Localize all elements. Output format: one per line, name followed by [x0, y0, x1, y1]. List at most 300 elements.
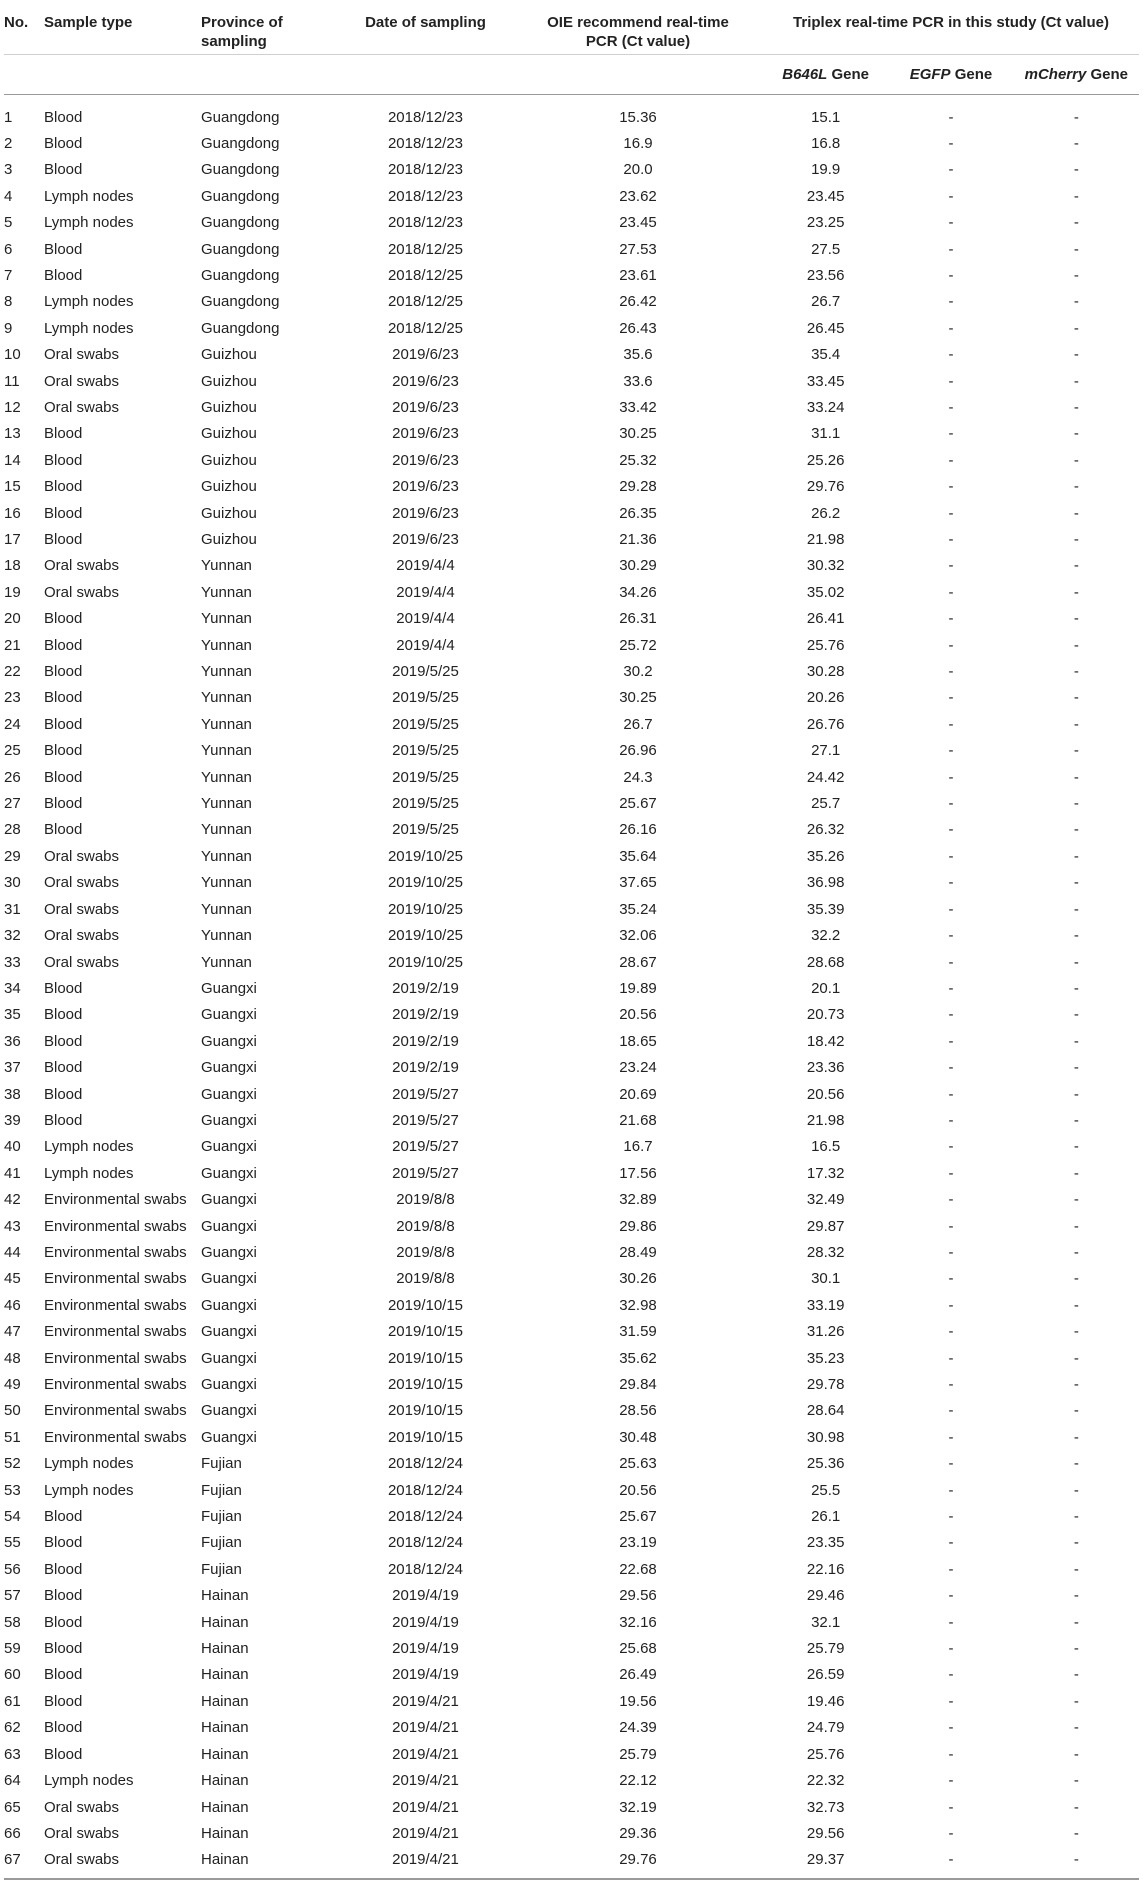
cell-no: 50	[4, 1402, 21, 1420]
cell-egfp-ct: -	[948, 1692, 954, 1710]
cell-b646l-ct: 23.56	[806, 266, 845, 284]
cell-b646l-ct: 27.1	[811, 742, 841, 760]
cell-date: 2019/5/25	[392, 768, 459, 786]
cell-sample-type: Oral swabs	[44, 900, 120, 918]
table-row	[4, 237, 1139, 263]
cell-no: 15	[4, 478, 21, 496]
cell-no: 2	[4, 134, 13, 152]
cell-oie-ct: 26.49	[619, 1666, 657, 1684]
cell-date: 2018/12/25	[387, 319, 464, 337]
cell-oie-ct: 29.84	[619, 1376, 657, 1393]
cell-sample-type: Blood	[44, 504, 83, 522]
cell-province: Guizhou	[201, 372, 257, 390]
cell-province: Guangdong	[201, 108, 280, 126]
cell-province: Fujian	[201, 1455, 242, 1473]
cell-province: Fujian	[201, 1481, 242, 1499]
cell-province: Fujian	[201, 1508, 242, 1526]
cell-sample-type: Lymph nodes	[44, 1481, 134, 1499]
cell-sample-type: Blood	[44, 715, 83, 733]
cell-date: 2019/4/21	[392, 1851, 459, 1869]
table-row	[4, 369, 1139, 395]
cell-no: 26	[4, 768, 21, 786]
cell-province: Yunnan	[201, 847, 252, 865]
cell-mcherry-ct: -	[1073, 1534, 1079, 1552]
cell-egfp-ct: -	[948, 1508, 954, 1526]
cell-b646l-ct: 26.76	[806, 715, 845, 733]
cell-mcherry-ct: -	[1073, 346, 1079, 364]
cell-mcherry-ct: -	[1073, 927, 1079, 945]
cell-no: 33	[4, 953, 21, 971]
cell-mcherry-ct: -	[1073, 1349, 1079, 1367]
cell-egfp-ct: -	[948, 187, 954, 205]
cell-oie-ct: 29.56	[619, 1587, 657, 1605]
cell-sample-type: Blood	[44, 689, 83, 707]
cell-b646l-ct: 29.56	[806, 1824, 845, 1842]
cell-b646l-ct: 35.02	[806, 583, 845, 601]
cell-mcherry-ct: -	[1073, 1428, 1079, 1446]
table-row	[4, 950, 1139, 976]
cell-date: 2018/12/25	[387, 240, 464, 258]
cell-no: 48	[4, 1349, 21, 1367]
cell-egfp-ct: -	[948, 1349, 954, 1367]
cell-b646l-ct: 21.98	[806, 1111, 845, 1129]
cell-egfp-ct: -	[948, 240, 954, 258]
cell-egfp-ct: -	[948, 636, 954, 654]
cell-no: 46	[4, 1296, 21, 1314]
cell-sample-type: Blood	[44, 821, 83, 839]
cell-sample-type: Oral swabs	[44, 953, 120, 971]
cell-b646l-ct: 33.19	[806, 1296, 845, 1314]
cell-sample-type: Environmental swabs	[44, 1191, 187, 1209]
cell-egfp-ct: -	[948, 1191, 954, 1209]
table-row	[4, 1134, 1139, 1160]
cell-oie-ct: 26.42	[619, 293, 657, 311]
header-row-1	[4, 4, 1139, 54]
cell-egfp-ct: -	[948, 900, 954, 918]
cell-province: Guizhou	[201, 531, 257, 548]
cell-sample-type: Lymph nodes	[44, 1772, 134, 1790]
cell-sample-type: Lymph nodes	[44, 187, 134, 205]
cell-date: 2019/10/25	[387, 847, 464, 865]
cell-no: 53	[4, 1481, 21, 1499]
table-row	[4, 395, 1139, 421]
cell-mcherry-ct: -	[1073, 610, 1079, 628]
cell-sample-type: Environmental swabs	[44, 1217, 187, 1235]
cell-egfp-ct: -	[948, 1085, 954, 1103]
cell-sample-type: Oral swabs	[44, 874, 120, 892]
cell-b646l-ct: 25.5	[811, 1481, 841, 1499]
cell-province: Guizhou	[201, 425, 257, 443]
cell-egfp-ct: -	[948, 1798, 954, 1816]
cell-sample-type: Blood	[44, 979, 83, 997]
cell-mcherry-ct: -	[1073, 1085, 1079, 1103]
cell-mcherry-ct: -	[1073, 1402, 1079, 1420]
cell-no: 11	[4, 372, 20, 390]
cell-province: Yunnan	[201, 742, 252, 760]
cell-province: Guangdong	[201, 134, 280, 152]
cell-date: 2019/4/21	[392, 1745, 459, 1763]
cell-egfp-ct: -	[948, 1851, 954, 1869]
table-row	[4, 1214, 1139, 1240]
cell-b646l-ct: 20.56	[806, 1085, 845, 1103]
cell-date: 2019/6/23	[392, 372, 459, 390]
cell-b646l-ct: 16.8	[811, 134, 841, 152]
cell-oie-ct: 23.62	[619, 187, 657, 205]
cell-province: Fujian	[201, 1534, 242, 1552]
cell-egfp-ct: -	[948, 425, 954, 443]
table-row	[4, 448, 1139, 474]
cell-date: 2019/10/25	[387, 953, 464, 971]
cell-sample-type: Oral swabs	[44, 927, 120, 945]
cell-no: 60	[4, 1666, 21, 1684]
cell-province: Guangxi	[201, 1164, 257, 1182]
cell-oie-ct: 25.68	[619, 1640, 657, 1658]
cell-date: 2019/10/15	[387, 1349, 464, 1367]
cell-egfp-ct: -	[948, 663, 954, 681]
table-row	[4, 1636, 1139, 1662]
cell-province: Yunnan	[201, 768, 252, 786]
cell-oie-ct: 34.26	[619, 583, 657, 601]
cell-b646l-ct: 30.32	[806, 557, 845, 575]
bottom-rule	[4, 1878, 1139, 1880]
cell-province: Hainan	[201, 1798, 249, 1816]
cell-oie-ct: 20.56	[619, 1481, 657, 1499]
cell-mcherry-ct: -	[1073, 557, 1079, 575]
cell-b646l-ct: 33.24	[806, 398, 845, 416]
cell-sample-type: Lymph nodes	[44, 1138, 134, 1156]
table-row	[4, 1662, 1139, 1688]
cell-oie-ct: 30.25	[619, 689, 657, 707]
cell-oie-ct: 25.67	[619, 795, 657, 813]
cell-no: 12	[4, 398, 21, 416]
cell-oie-ct: 23.24	[619, 1059, 657, 1077]
cell-province: Guangxi	[201, 1349, 257, 1367]
cell-sample-type: Blood	[44, 1006, 83, 1024]
cell-sample-type: Blood	[44, 610, 83, 628]
table-row	[4, 94, 1139, 131]
cell-b646l-ct: 26.45	[806, 319, 845, 337]
cell-province: Guangxi	[201, 1059, 257, 1077]
cell-sample-type: Blood	[44, 1745, 83, 1763]
cell-egfp-ct: -	[948, 161, 954, 179]
table-row	[4, 1240, 1139, 1266]
cell-sample-type: Blood	[44, 663, 83, 681]
cell-province: Guangdong	[201, 266, 280, 284]
cell-mcherry-ct: -	[1073, 451, 1079, 469]
cell-b646l-ct: 32.49	[806, 1191, 845, 1209]
cell-date: 2019/5/27	[392, 1138, 459, 1156]
cell-province: Guangxi	[201, 1191, 257, 1209]
cell-date: 2019/4/19	[392, 1587, 459, 1605]
cell-no: 61	[4, 1692, 21, 1710]
cell-oie-ct: 35.64	[619, 847, 657, 865]
cell-oie-ct: 16.9	[623, 134, 653, 152]
cell-province: Guangdong	[201, 161, 280, 179]
cell-oie-ct: 26.31	[619, 610, 657, 628]
cell-province: Guangxi	[201, 1138, 257, 1156]
cell-province: Yunnan	[201, 953, 252, 971]
table-row	[4, 1161, 1139, 1187]
cell-province: Guangxi	[201, 1428, 257, 1446]
table-row	[4, 1795, 1139, 1821]
table-row	[4, 1055, 1139, 1081]
table-row	[4, 501, 1139, 527]
cell-no: 8	[4, 293, 13, 311]
cell-province: Yunnan	[201, 663, 252, 681]
cell-date: 2019/2/19	[392, 1032, 459, 1050]
cell-sample-type: Lymph nodes	[44, 1455, 134, 1473]
cell-no: 64	[4, 1772, 21, 1790]
cell-oie-ct: 28.49	[619, 1243, 657, 1261]
cell-egfp-ct: -	[948, 346, 954, 364]
cell-b646l-ct: 20.73	[806, 1006, 845, 1024]
cell-egfp-ct: -	[948, 1032, 954, 1050]
cell-sample-type: Blood	[44, 134, 83, 152]
table-row	[4, 1002, 1139, 1028]
cell-date: 2019/5/27	[392, 1085, 459, 1103]
cell-b646l-ct: 20.26	[806, 689, 845, 707]
table-row	[4, 474, 1139, 500]
cell-oie-ct: 15.36	[619, 108, 657, 126]
table-row	[4, 870, 1139, 896]
cell-egfp-ct: -	[948, 1666, 954, 1684]
cell-province: Guangdong	[201, 187, 280, 205]
table-row	[4, 342, 1139, 368]
cell-b646l-ct: 32.2	[811, 927, 841, 945]
cell-egfp-ct: -	[948, 1243, 954, 1261]
cell-oie-ct: 26.43	[619, 319, 657, 337]
cell-no: 6	[4, 240, 13, 258]
header-province-line2: sampling	[201, 33, 267, 50]
cell-egfp-ct: -	[948, 1824, 954, 1842]
cell-egfp-ct: -	[948, 1376, 954, 1393]
cell-mcherry-ct: -	[1073, 1164, 1079, 1182]
cell-b646l-ct: 29.46	[806, 1587, 845, 1605]
cell-oie-ct: 25.67	[619, 1508, 657, 1526]
cell-province: Guangxi	[201, 979, 257, 997]
cell-mcherry-ct: -	[1073, 795, 1079, 813]
cell-mcherry-ct: -	[1073, 663, 1079, 681]
cell-province: Guangxi	[201, 1111, 257, 1129]
table-row	[4, 659, 1139, 685]
cell-mcherry-ct: -	[1073, 1323, 1079, 1341]
cell-no: 29	[4, 847, 21, 865]
cell-b646l-ct: 24.42	[806, 768, 845, 786]
cell-province: Guizhou	[201, 478, 257, 496]
cell-province: Guangxi	[201, 1402, 257, 1420]
cell-b646l-ct: 25.7	[811, 795, 841, 813]
cell-sample-type: Lymph nodes	[44, 319, 134, 337]
cell-b646l-ct: 25.79	[806, 1640, 845, 1658]
cell-b646l-ct: 29.76	[806, 478, 845, 496]
cell-mcherry-ct: -	[1073, 1772, 1079, 1790]
header-triplex: Triplex real-time PCR in this study (Ct value)	[793, 14, 1109, 31]
cell-b646l-ct: 32.73	[806, 1798, 845, 1816]
cell-mcherry-ct: -	[1073, 372, 1079, 390]
cell-b646l-ct: 17.32	[806, 1164, 845, 1182]
cell-no: 58	[4, 1613, 21, 1631]
cell-mcherry-ct: -	[1073, 1270, 1079, 1288]
cell-province: Guizhou	[201, 504, 257, 522]
cell-mcherry-ct: -	[1073, 1138, 1079, 1156]
cell-oie-ct: 25.32	[619, 451, 657, 469]
cell-egfp-ct: -	[948, 1138, 954, 1156]
cell-b646l-ct: 25.76	[806, 1745, 845, 1763]
cell-date: 2019/4/19	[392, 1613, 459, 1631]
cell-mcherry-ct: -	[1073, 1243, 1079, 1261]
cell-date: 2019/8/8	[396, 1191, 455, 1209]
cell-egfp-ct: -	[948, 398, 954, 416]
cell-sample-type: Oral swabs	[44, 372, 120, 390]
cell-sample-type: Environmental swabs	[44, 1402, 187, 1420]
cell-mcherry-ct: -	[1073, 900, 1079, 918]
cell-mcherry-ct: -	[1073, 134, 1079, 152]
cell-b646l-ct: 22.32	[806, 1772, 845, 1790]
cell-mcherry-ct: -	[1073, 478, 1079, 496]
cell-mcherry-ct: -	[1073, 319, 1079, 337]
cell-oie-ct: 23.19	[619, 1534, 657, 1552]
cell-province: Guangxi	[201, 1032, 257, 1050]
cell-province: Guangxi	[201, 1323, 257, 1341]
table-row	[4, 1689, 1139, 1715]
cell-oie-ct: 29.86	[619, 1217, 657, 1235]
cell-date: 2019/4/4	[396, 557, 455, 575]
cell-no: 3	[4, 161, 13, 179]
cell-egfp-ct: -	[948, 134, 954, 152]
cell-province: Hainan	[201, 1666, 249, 1684]
cell-mcherry-ct: -	[1073, 1508, 1079, 1526]
cell-oie-ct: 30.25	[619, 425, 657, 443]
cell-mcherry-ct: -	[1073, 187, 1079, 205]
cell-date: 2019/10/25	[387, 874, 464, 892]
cell-oie-ct: 28.56	[619, 1402, 657, 1420]
cell-sample-type: Blood	[44, 1059, 83, 1077]
cell-date: 2019/6/23	[392, 425, 459, 443]
cell-sample-type: Blood	[44, 1534, 83, 1552]
cell-no: 7	[4, 266, 13, 284]
cell-date: 2019/4/19	[392, 1666, 459, 1684]
cell-egfp-ct: -	[948, 1719, 954, 1737]
cell-oie-ct: 25.72	[619, 636, 657, 654]
cell-egfp-ct: -	[948, 1217, 954, 1235]
cell-egfp-ct: -	[948, 821, 954, 839]
cell-mcherry-ct: -	[1073, 689, 1079, 707]
cell-no: 18	[4, 557, 21, 575]
cell-province: Guangxi	[201, 1085, 257, 1103]
table-row	[4, 1504, 1139, 1530]
cell-date: 2018/12/23	[387, 214, 464, 232]
cell-oie-ct: 35.6	[623, 346, 653, 364]
cell-egfp-ct: -	[948, 583, 954, 601]
cell-date: 2019/10/25	[387, 900, 464, 918]
table-row	[4, 765, 1139, 791]
cell-no: 5	[4, 214, 13, 232]
cell-province: Guangxi	[201, 1296, 257, 1314]
cell-sample-type: Blood	[44, 451, 83, 469]
cell-sample-type: Blood	[44, 742, 83, 760]
cell-mcherry-ct: -	[1073, 214, 1079, 232]
cell-egfp-ct: -	[948, 1640, 954, 1658]
table-row	[4, 1478, 1139, 1504]
cell-date: 2018/12/23	[387, 108, 464, 126]
cell-no: 52	[4, 1455, 21, 1473]
cell-mcherry-ct: -	[1073, 1666, 1079, 1684]
table-row	[4, 157, 1139, 183]
cell-no: 47	[4, 1323, 21, 1341]
table-row	[4, 712, 1139, 738]
cell-b646l-ct: 29.87	[806, 1217, 845, 1235]
cell-b646l-ct: 35.26	[806, 847, 845, 865]
table-row	[4, 1346, 1139, 1372]
cell-egfp-ct: -	[948, 1772, 954, 1790]
table-row	[4, 844, 1139, 870]
cell-no: 45	[4, 1270, 21, 1288]
cell-no: 21	[4, 636, 21, 654]
cell-no: 39	[4, 1111, 21, 1129]
cell-b646l-ct: 23.35	[806, 1534, 845, 1552]
cell-no: 23	[4, 689, 21, 707]
table-row	[4, 1451, 1139, 1477]
cell-date: 2019/4/19	[392, 1640, 459, 1658]
header-empty-3	[201, 54, 338, 94]
cell-province: Hainan	[201, 1719, 249, 1737]
table-row	[4, 553, 1139, 579]
cell-date: 2019/10/15	[387, 1323, 464, 1341]
cell-mcherry-ct: -	[1073, 636, 1079, 654]
cell-no: 19	[4, 583, 21, 601]
cell-mcherry-ct: -	[1073, 1455, 1079, 1473]
cell-oie-ct: 35.62	[619, 1349, 657, 1367]
cell-b646l-ct: 22.16	[806, 1560, 845, 1578]
cell-mcherry-ct: -	[1073, 1376, 1079, 1393]
cell-mcherry-ct: -	[1073, 1824, 1079, 1842]
cell-egfp-ct: -	[948, 1428, 954, 1446]
cell-b646l-ct: 35.23	[806, 1349, 845, 1367]
table-row	[4, 1557, 1139, 1583]
cell-province: Fujian	[201, 1560, 242, 1578]
cell-egfp-ct: -	[948, 1059, 954, 1077]
cell-oie-ct: 37.65	[619, 874, 657, 892]
cell-egfp-ct: -	[948, 795, 954, 813]
cell-sample-type: Blood	[44, 1719, 83, 1737]
table-row	[4, 421, 1139, 447]
cell-sample-type: Blood	[44, 1692, 83, 1710]
cell-province: Hainan	[201, 1851, 249, 1869]
cell-mcherry-ct: -	[1073, 108, 1079, 126]
cell-mcherry-ct: -	[1073, 1692, 1079, 1710]
cell-egfp-ct: -	[948, 478, 954, 496]
cell-b646l-ct: 25.36	[806, 1455, 845, 1473]
cell-egfp-ct: -	[948, 531, 954, 548]
table-row	[4, 263, 1139, 289]
cell-egfp-ct: -	[948, 1534, 954, 1552]
cell-egfp-ct: -	[948, 372, 954, 390]
cell-province: Yunnan	[201, 689, 252, 707]
cell-sample-type: Lymph nodes	[44, 1164, 134, 1182]
cell-egfp-ct: -	[948, 1613, 954, 1631]
cell-sample-type: Blood	[44, 266, 83, 284]
table-row	[4, 791, 1139, 817]
cell-oie-ct: 19.89	[619, 979, 657, 997]
cell-no: 40	[4, 1138, 21, 1156]
cell-sample-type: Blood	[44, 1508, 83, 1526]
cell-b646l-ct: 29.37	[806, 1851, 845, 1869]
cell-no: 9	[4, 319, 13, 337]
header-date: Date of sampling	[365, 14, 486, 31]
cell-no: 62	[4, 1719, 21, 1737]
cell-province: Guangxi	[201, 1376, 257, 1393]
cell-no: 43	[4, 1217, 21, 1235]
